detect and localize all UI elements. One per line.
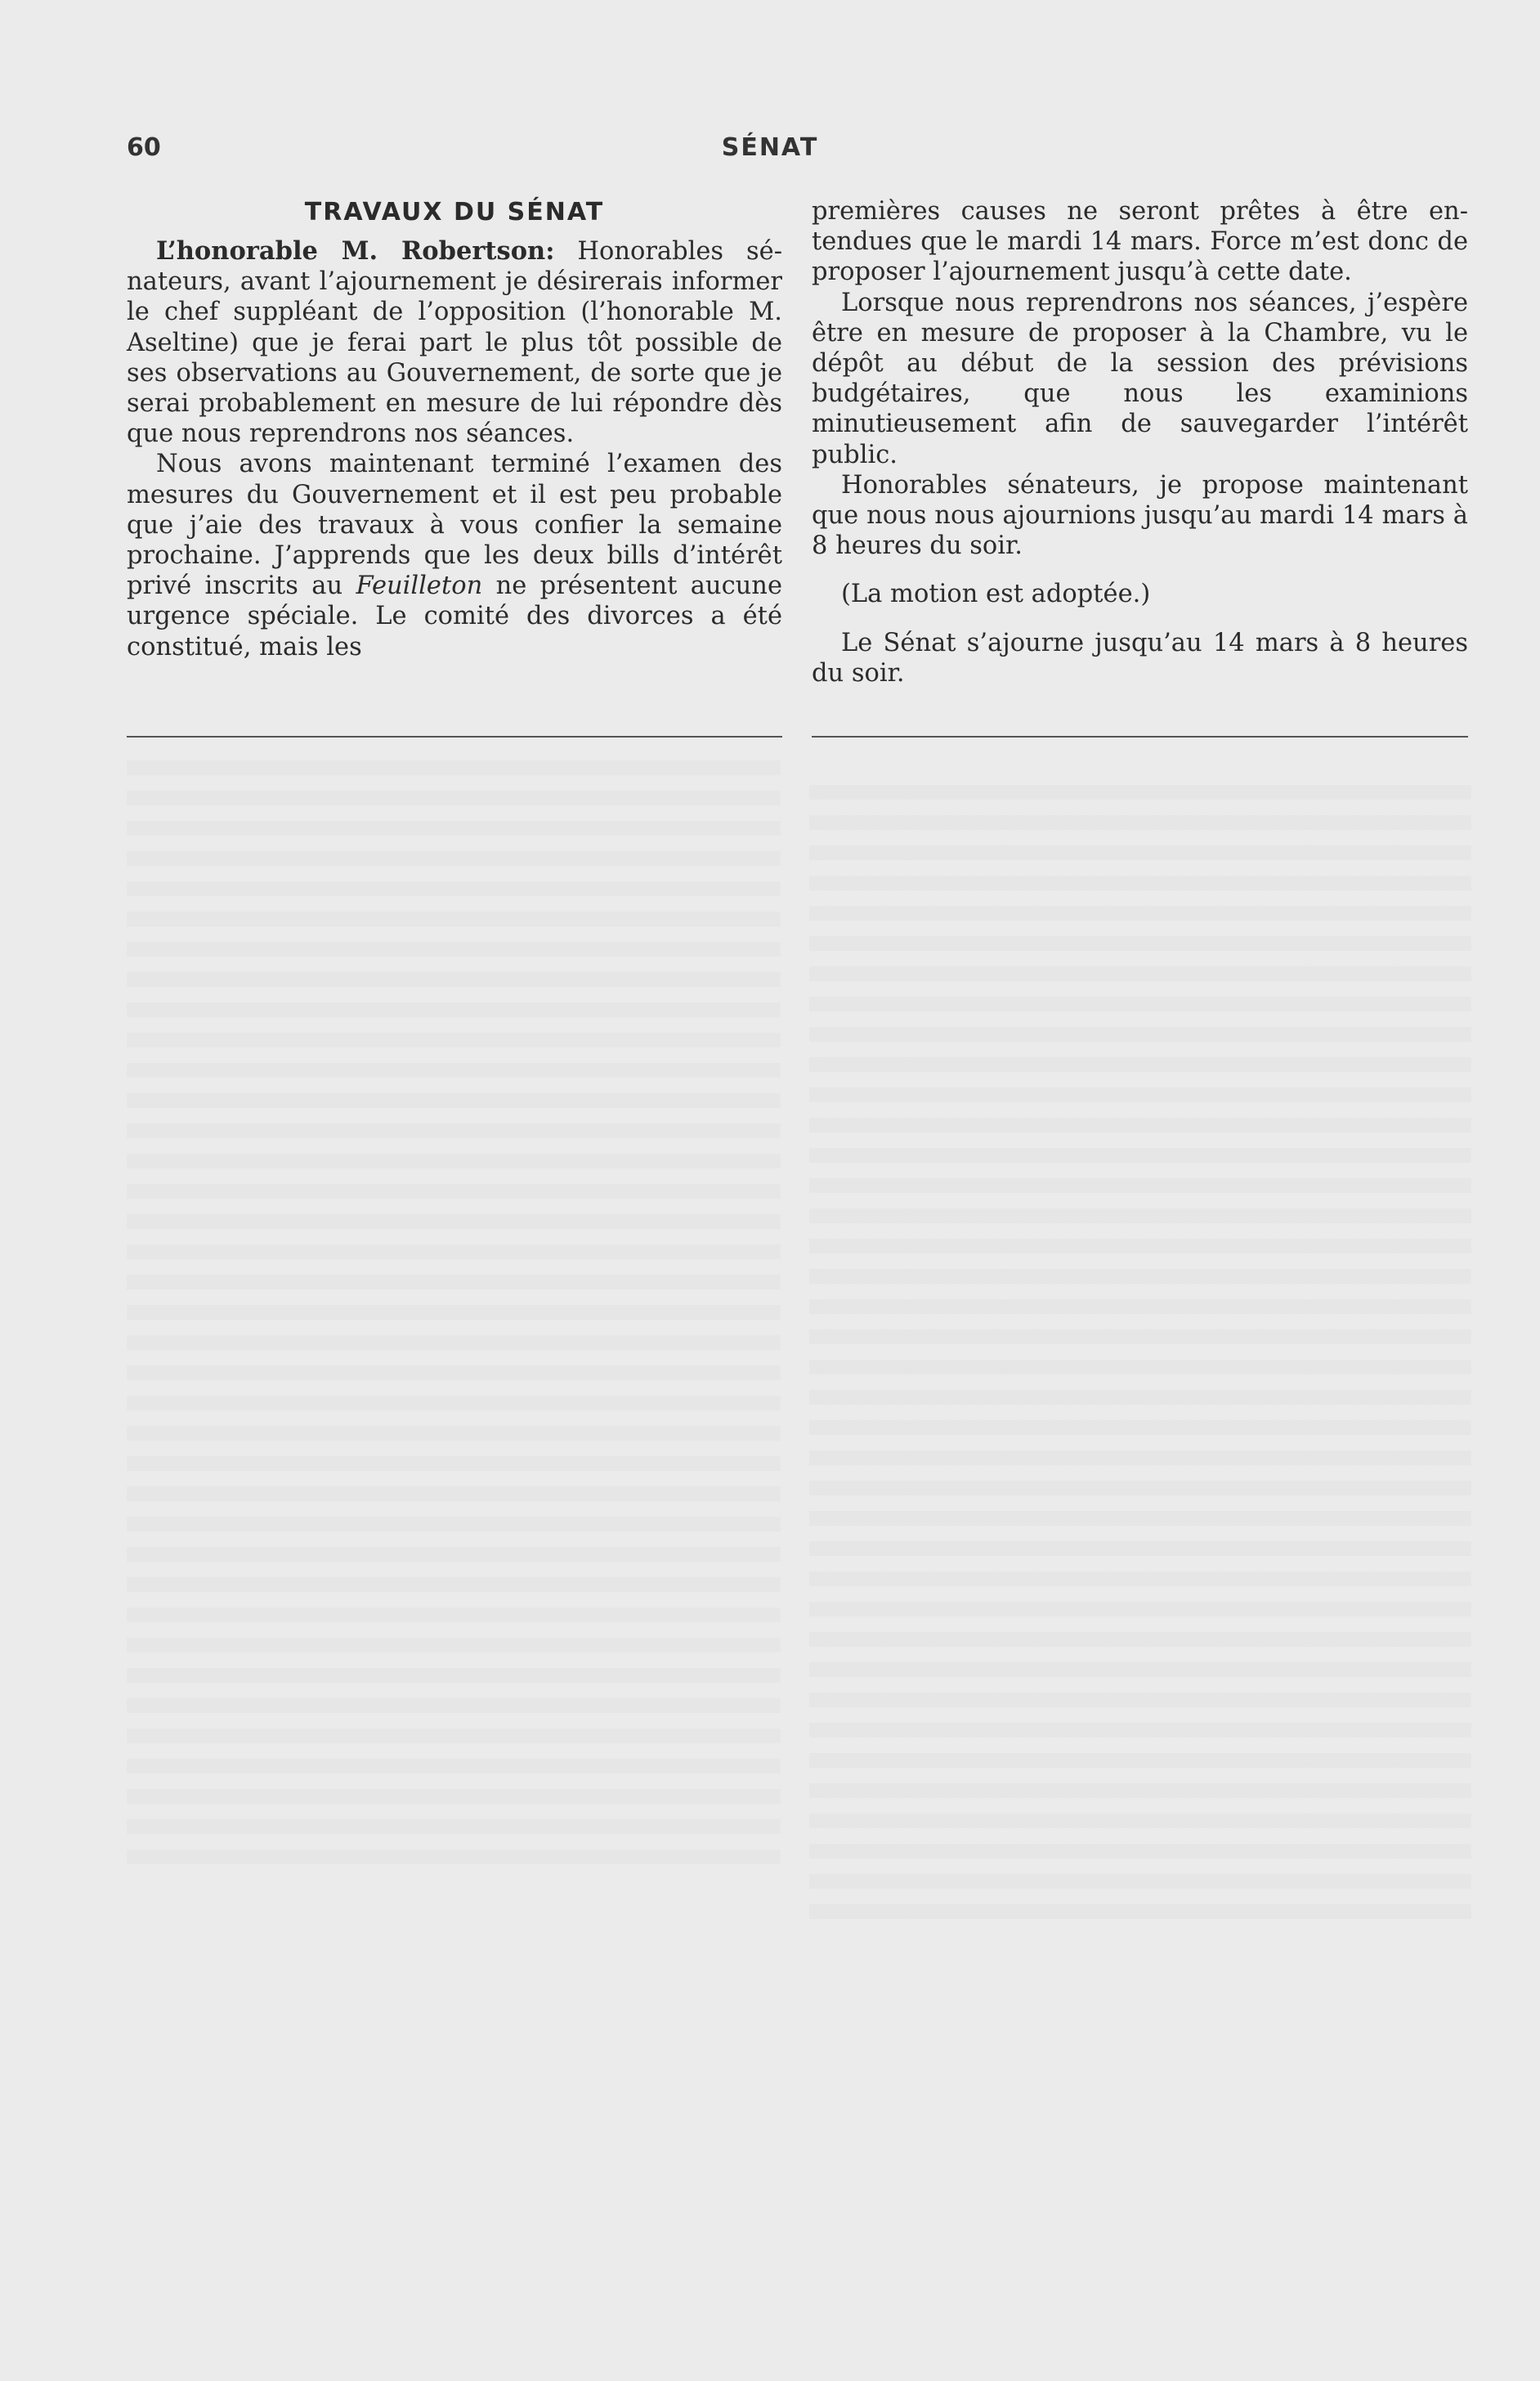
speech-paragraph-4: Lorsque nous reprendrons nos séances, j’espère être en mesure de proposer à la Chambre, vu le dépôt au début de la session des prévisions budgétaires, que nous les examinions minutieusement afin de sauvegarder l’intérêt public. [812, 288, 1468, 469]
bleed-through-right [809, 785, 1471, 1930]
section-heading: TRAVAUX DU SÉNAT [304, 198, 605, 226]
motion-adopted: (La motion est adoptée.) [841, 580, 1151, 609]
speech-paragraph-5: Honorables sénateurs, je propose maintenant que nous nous ajournions jusqu’au mardi 14 mars à 8 heures du soir. [812, 470, 1468, 561]
speech-text-1: Honorables sénateurs, avant l’ajournement je désirerais informer le chef suppléant de l’opposition (l’honorable M. Aseltine) que je ferai part le plus tôt possible de ses observations au Gouvernement, de sorte que je serai probablement en mesure de lui répondre dès que nous reprendrons nos séances. [127, 237, 782, 449]
right-column [812, 196, 1468, 688]
page-number: 60 [127, 133, 161, 162]
adjournment-notice: Le Sénat s’ajourne jusqu’au 14 mars à 8 heures du soir. [812, 628, 1468, 688]
speaker-name: L’honorable M. Robertson: [156, 236, 555, 266]
speech-paragraph-2 [127, 449, 782, 661]
rule-left [127, 736, 782, 738]
running-head: SÉNAT [721, 133, 819, 162]
speech-paragraph-3: premières causes ne seront prêtes à être entendues que le mardi 14 mars. Force m’est donc de proposer l’ajournement jusqu’à cette date. [812, 197, 1468, 287]
speech-text-2b: ne présentent aucune urgence spéciale. Le comité des divorces a été constitué, mais les [127, 572, 782, 661]
rule-right [812, 736, 1468, 738]
feuilleton-italic: Feuilleton [356, 572, 483, 601]
speech-paragraph-1 [127, 236, 782, 449]
left-column [127, 196, 782, 662]
bleed-through-left [127, 760, 781, 1872]
speech-text-2a: Nous avons maintenant terminé l’examen des mesures du Gouvernement et il est peu probable que j’aie des travaux à vous confier la semaine prochaine. J’apprends que les deux bills d’intérêt privé inscrits au [127, 450, 782, 601]
